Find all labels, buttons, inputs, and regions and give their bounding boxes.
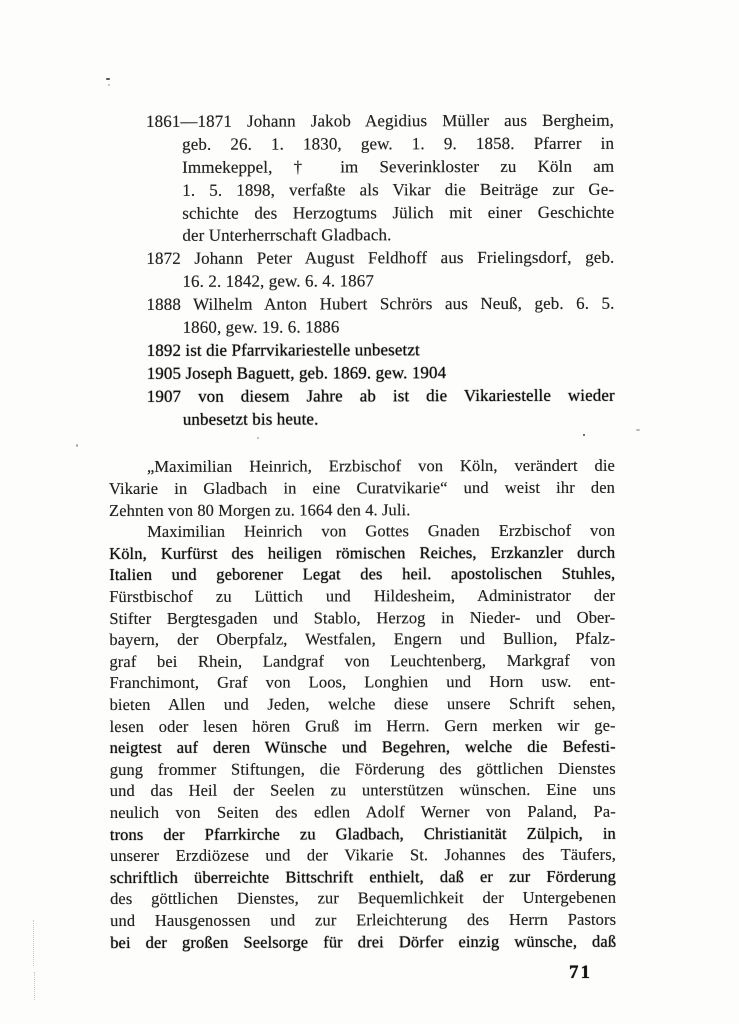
scan-artifact-line [34,972,35,1000]
paragraph-2 [109,520,616,953]
text-line: 1892 ist die Pfarrvikariestelle unbesetzt [146,340,420,360]
paragraph-1 [109,455,615,521]
text-line: und Hausgenossen und zur Erleichterung des Herrn Pastors [110,909,617,930]
text-line: der Unterherrschaft Gladbach. [182,225,392,246]
text-line: Maximilian Heinrich von Gottes Gnaden Erzbischof von [147,520,616,542]
text-line: 1. 5. 1898, verfaßte als Vikar die Beiträge zur Ge- [182,179,615,200]
text-line: und das Heil der Seelen zu unterstützen wünschen. Eine uns [109,780,616,801]
text-line: bei der großen Seelsorge für drei Dörfer einzig wünsche, daß [110,931,617,952]
scan-speck [106,78,110,80]
page-number: 71 [569,962,592,983]
text-line: 1860, gew. 19. 6. 1886 [182,317,340,337]
text-line: 1872 Johann Peter August Feldhoff aus Frielingsdorf, geb. [146,248,615,269]
text-line: des göttlichen Dienstes, zur Bequemlichkeit der Untergebenen [110,888,617,909]
text-column [108,110,616,953]
scan-speck [583,434,585,436]
text-line: 1907 von diesem Jahre ab ist die Vikariestelle wieder [146,385,615,406]
scan-artifact-line [33,920,34,966]
text-line: schriftlich überreichte Bittschrift enthielt, daß er zur Förderung [109,866,617,887]
text-line: lesen oder lesen hören Gruß im Herrn. Gern merken wir ge- [109,715,616,736]
text-line: bayern, der Oberpfalz, Westfalen, Engern und Bullion, Pfalz- [109,628,616,650]
text-line: gung frommer Stiftungen, die Förderung des göttlichen Dienstes [109,758,616,779]
text-line: „Maximilian Heinrich, Erzbischof von Köln, verändert die [146,456,615,477]
text-line: Köln, Kurfürst des heiligen römischen Reiches, Erzkanzler durch [109,542,616,563]
text-line: geb. 26. 1. 1830, gew. 1. 9. 1858. Pfarrer in [182,133,615,154]
text-line: bieten Allen und Jeden, welche diese unsere Schrift sehen, [109,693,616,714]
text-line: trons der Pfarrkirche zu Gladbach, Christianität Zülpich, in [109,823,616,844]
paragraph-gap [109,430,615,456]
text-line: neigtest auf deren Wünsche und Begehren, welche die Befesti- [109,736,616,758]
text-line: schichte des Herzogtums Jülich mit einer Geschichte [182,202,615,223]
text-line: graf bei Rhein, Landgraf von Leuchtenberg, Markgraf von [109,650,616,671]
scan-speck [108,84,110,86]
text-line: Fürstbischof zu Lüttich und Hildesheim, Administrator der [109,585,616,607]
text-line: Zehnten von 80 Morgen zu. 1664 den 4. Juli. [109,499,411,520]
scan-speck [636,429,640,431]
text-line: unbesetzt bis heute. [182,409,319,429]
text-line: Italien und geborener Legat des heil. apostolischen Stuhles, [109,564,616,585]
text-line: Franchimont, Graf von Loos, Longhien und Horn usw. ent- [109,672,616,693]
text-line: unserer Erzdiözese und der Vikarie St. Johannes des Täufers, [109,844,616,866]
vicar-list [108,110,615,432]
text-line: 16. 2. 1842, gew. 6. 4. 1867 [182,271,375,292]
text-line: neulich von Seiten des edlen Adolf Werner von Paland, Pa- [109,801,616,822]
text-line: Immekeppel, † im Severinkloster zu Köln am [182,156,615,177]
scan-speck [257,437,259,439]
text-line: 1861—1871 Johann Jakob Aegidius Müller aus Bergheim, [146,110,615,131]
text-line: 1888 Wilhelm Anton Hubert Schrörs aus Neuß, geb. 6. 5. [146,293,615,315]
text-line: 1905 Joseph Baguett, geb. 1869. gew. 1904 [146,362,447,383]
text-line: Vikarie in Gladbach in eine Curatvikarie“ und weist ihr den [108,477,616,499]
scan-speck [76,444,78,447]
text-line: Stifter Bergtesgaden und Stablo, Herzog in Nieder- und Ober- [109,607,616,628]
